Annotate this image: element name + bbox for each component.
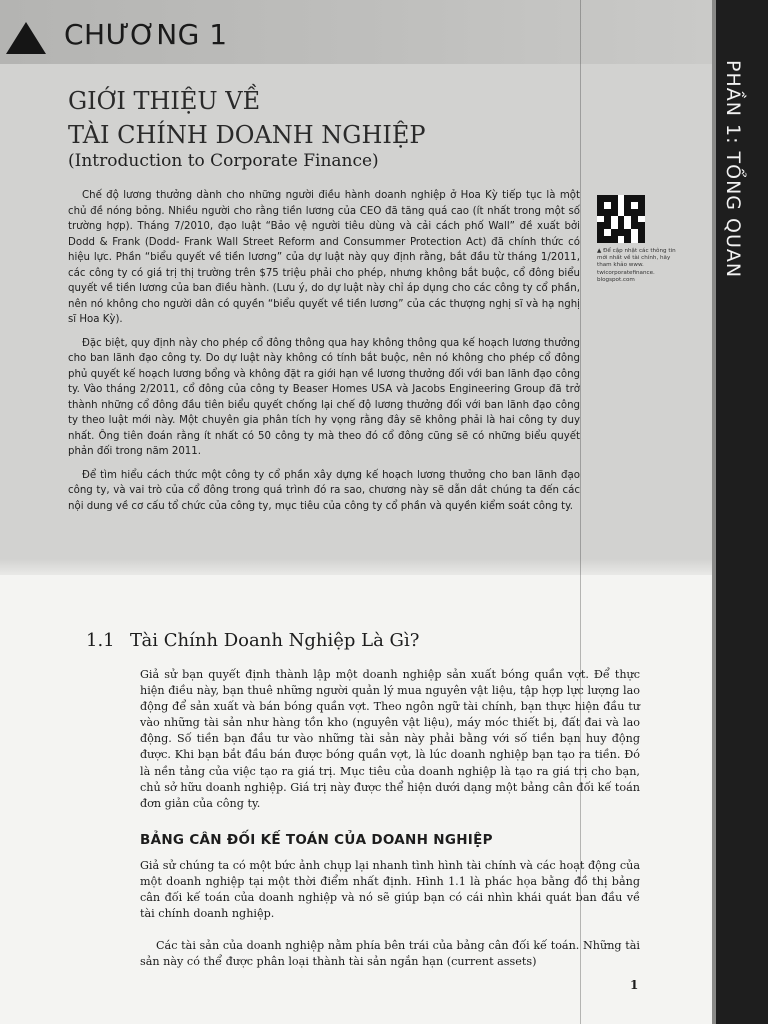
qr-module [624,209,631,216]
qr-module [618,216,625,223]
qr-module [604,229,611,236]
body-paragraph: Giả sử chúng ta có một bức ảnh chụp lại nhanh tình hình tài chính và các hoạt động của một doanh nghiệp tại một thời điểm nhất định. Hình 1.1 là phác họa bằng đồ thị bảng cân đối kế toán của doanh nghiệp và nó sẽ giúp bạn có cái nhìn khái quát ban đầu về tài chính doanh nghiệp. [140,859,640,921]
qr-module [618,222,625,229]
qr-module [638,222,645,229]
triangle-icon [6,22,46,54]
qr-module [604,236,611,243]
section-title: Tài Chính Doanh Nghiệp Là Gì? [130,630,420,651]
qr-module [597,216,604,223]
qr-module [638,209,645,216]
qr-module [618,195,625,202]
page-number: 1 [630,978,639,992]
chapter-subtitle: (Introduction to Corporate Finance) [68,151,379,171]
qr-module [618,209,625,216]
qr-note: ▲ Để cập nhật các thông tin mới nhất về tài chính, hãy tham khảo www. twicorporatefinance. blogspot.com [597,248,676,283]
qr-module [597,236,604,243]
qr-module [604,202,611,209]
qr-module [611,209,618,216]
qr-module [611,216,618,223]
qr-module [624,229,631,236]
qr-module [631,216,638,223]
qr-module [638,195,645,202]
qr-module [624,195,631,202]
qr-module [638,216,645,223]
qr-code-icon[interactable] [597,195,645,243]
subsection-body-continued [140,938,640,970]
qr-module [597,222,604,229]
qr-module [597,229,604,236]
section-body [140,667,640,812]
qr-module [618,202,625,209]
qr-module [597,209,604,216]
qr-module [638,229,645,236]
subsection-heading: BẢNG CÂN ĐỐI KẾ TOÁN CỦA DOANH NGHIỆP [140,832,493,848]
qr-module [611,202,618,209]
qr-module [604,216,611,223]
body-paragraph: Giả sử bạn quyết định thành lập một doanh nghiệp sản xuất bóng quần vợt. Để thực hiện điều này, bạn thuê những người quản lý mua nguyên vật liệu, tập hợp lực lượng lao động để sản xuất và bán bóng quần vợt. Theo ngôn ngữ tài chính, bạn thực hiện đầu tư vào những tài sản như hàng tồn kho (nguyên vật liệu), máy móc thiết bị, đất đai và lao động. Số tiền bạn đầu tư vào những tài sản này phải bằng với số tiền bạn huy động được. Khi bạn bắt đầu bán được bóng quần vợt, là lúc doanh nghiệp bạn tạo ra tiền. Đó là nền tảng của việc tạo ra giá trị. Mục tiêu của doanh nghiệp là tạo ra giá trị cho bạn, chủ sở hữu doanh nghiệp. Giá trị này được thể hiện dưới dạng một bảng cân đối kế toán đơn giản của công ty. [140,668,640,810]
chapter-label: CHƯƠNG 1 [64,18,228,51]
qr-module [624,222,631,229]
qr-module [611,195,618,202]
qr-module [611,236,618,243]
qr-module [631,236,638,243]
qr-module [604,195,611,202]
qr-module [631,229,638,236]
qr-module [624,236,631,243]
qr-module [618,236,625,243]
qr-module [638,202,645,209]
qr-module [611,229,618,236]
section-number: 1.1 [86,630,115,651]
qr-module [604,209,611,216]
qr-module [611,222,618,229]
body-paragraph: Các tài sản của doanh nghiệp nằm phía bên trái của bảng cân đối kế toán. Những tài sản này có thể được phân loại thành tài sản ngắn hạn (current assets) [140,939,640,969]
qr-module [631,202,638,209]
chapter-title-line1: GIỚI THIỆU VỀ [68,87,261,115]
qr-module [618,229,625,236]
qr-module [631,195,638,202]
subsection-body [140,858,640,922]
intro-paragraph: Để tìm hiểu cách thức một công ty cổ phần xây dựng kế hoạch lương thưởng cho ban lãnh đạo công ty, và vai trò của cổ đông trong quá trình đó ra sao, chương này sẽ dẫn dắt chúng ta đến các nội dung về cơ cấu tổ chức của công ty, mục tiêu của công ty cổ phần và quyền kiểm soát công ty. [68,469,580,512]
chapter-title-line2: TÀI CHÍNH DOANH NGHIỆP [68,121,426,149]
qr-module [624,216,631,223]
qr-module [631,209,638,216]
qr-module [631,222,638,229]
chapter-title [68,84,426,152]
qr-module [597,202,604,209]
qr-module [638,236,645,243]
qr-module [624,202,631,209]
intro-text [68,188,580,522]
qr-module [604,222,611,229]
part-label: PHẦN 1: TỔNG QUAN [722,60,744,279]
qr-module [597,195,604,202]
section-heading [86,630,419,651]
intro-paragraph: Đặc biệt, quy định này cho phép cổ đông thông qua hay không thông qua kế hoạch lương thưởng cho ban lãnh đạo công ty. Do dự luật này không có tính bắt buộc, nên nó không cho phép cổ đông phủ quyết kế hoạch lương bổng và không đặt ra giới hạn về lương thưởng đối với ban lãnh đạo công ty. Vào tháng 2/2011, cổ đông của công ty Beaser Homes USA và Jacobs Engineering Group đã trở thành những cổ đông đầu tiên biểu quyết chống lại chế độ lương thưởng đối với ban lãnh đạo công ty theo luật mới này. Một chuyên gia phân tích hy vọng rằng đây sẽ không phải là hai công ty duy nhất. Ông tiên đoán rằng ít nhất có 50 công ty mà theo đó cổ đông cũng sẽ có những biểu quyết phản đối trong năm 2011. [68,337,580,457]
intro-paragraph: Chế độ lương thưởng dành cho những người điều hành doanh nghiệp ở Hoa Kỳ tiếp tục là một chủ đề nóng bỏng. Nhiều người cho rằng tiền lương của CEO đã tăng quá cao (ít nhất trong một số trường hợp). Tháng 7/2010, đạo luật “Bảo vệ người tiêu dùng và cải cách phố Wall” đề xuất bởi Dodd & Frank (Dodd- Frank Wall Street Reform and Consummer Protection Act) đã chính thức có hiệu lực. Phần “biểu quyết về tiền lương” của dự luật này quy định rằng, bắt đầu từ tháng 1/2011, các công ty có giá trị thị trường trên $75 triệu phải cho phép, nhưng không bắt buộc, cổ đông biểu quyết về tiền lương của ban điều hành. (Lưu ý, do dự luật này chỉ áp dụng cho các công ty cổ phần, nên nó không cho người dân có quyền “biểu quyết về tiền lương” của các thượng nghị sĩ và hạ nghị sĩ Hoa Kỳ). [68,190,580,325]
